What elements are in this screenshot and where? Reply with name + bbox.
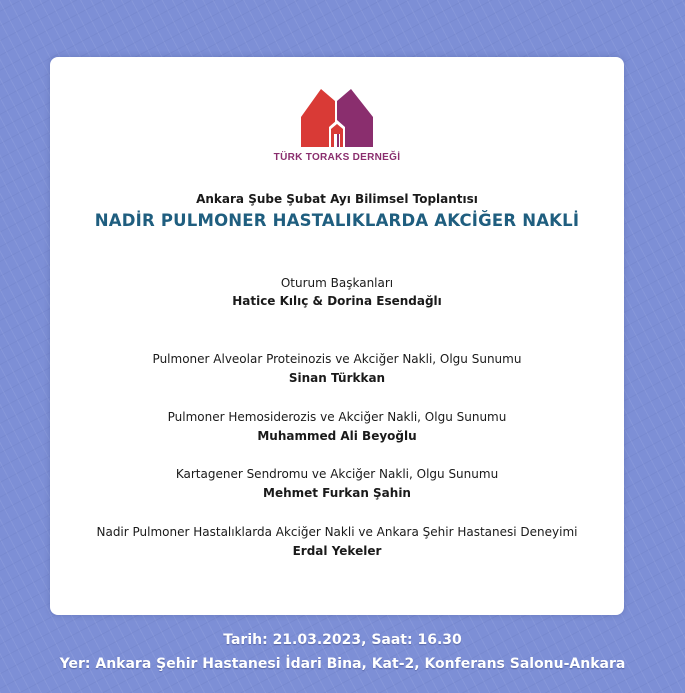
talk-title: Pulmoner Alveolar Proteinozis ve Akciğer Nakli, Olgu Sunumu bbox=[152, 352, 522, 366]
organization-name: TÜRK TORAKS DERNEĞİ bbox=[273, 152, 401, 163]
talk-speaker: Mehmet Furkan Şahin bbox=[263, 486, 411, 500]
talk-title: Kartagener Sendromu ve Akciğer Nakli, Olgu Sunumu bbox=[175, 467, 499, 481]
announcement-card bbox=[50, 57, 624, 615]
talk-title: Nadir Pulmoner Hastalıklarda Akciğer Nakli ve Ankara Şehir Hastanesi Deneyimi bbox=[96, 525, 578, 539]
event-venue: Yer: Ankara Şehir Hastanesi İdari Bina, Kat-2, Konferans Salonu-Ankara bbox=[59, 656, 626, 672]
talk-speaker: Sinan Türkkan bbox=[288, 371, 386, 385]
session-chairs-label: Oturum Başkanları bbox=[280, 276, 394, 290]
logo bbox=[50, 87, 624, 163]
event-date: Tarih: 21.03.2023, Saat: 16.30 bbox=[223, 632, 462, 648]
talk-speaker: Muhammed Ali Beyoğlu bbox=[257, 429, 417, 443]
session-chairs: Hatice Kılıç & Dorina Esendağlı bbox=[232, 294, 442, 308]
event-title: NADİR PULMONER HASTALIKLARDA AKCİĞER NAKLİ bbox=[94, 211, 580, 230]
lungs-logo-icon bbox=[299, 87, 375, 149]
event-subtitle: Ankara Şube Şubat Ayı Bilimsel Toplantısı bbox=[196, 192, 478, 206]
talk-title: Pulmoner Hemosiderozis ve Akciğer Nakli, Olgu Sunumu bbox=[167, 410, 507, 424]
talk-speaker: Erdal Yekeler bbox=[292, 544, 382, 558]
